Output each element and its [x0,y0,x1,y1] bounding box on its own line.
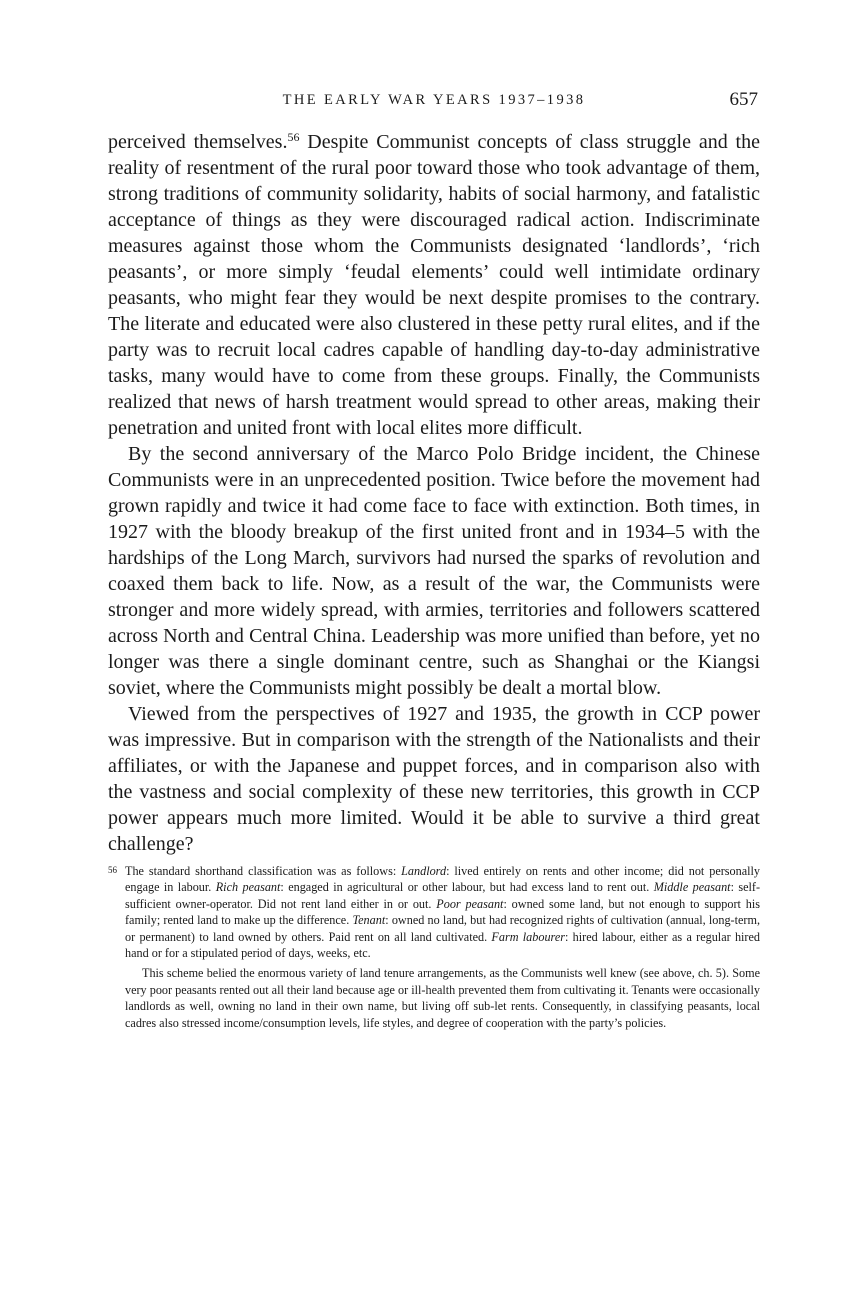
footnote-text: : hired labour, either as a regular hired hand or for a stipulated period of days, weeks, etc. [125,929,760,961]
footnote-mark: 56 [108,865,117,875]
paragraph-3: Viewed from the perspectives of 1927 and 1935, the growth in CCP power was impressive. But in comparison with the strength of the Nationalists and their affiliates, or with the Japanese and puppet forces, and in comparison also with the vastness and social complexity of these new territories, this growth in CCP power appears much more limited. Would it be able to survive a third great challenge? [108,703,760,855]
term-landlord: Landlord [401,864,447,878]
paragraph-1-rest: Despite Communist concepts of class struggle and the reality of resentment of the rural poor toward those who took advantage of them, strong traditions of community solidarity, habits of social harmony, and fatalistic acceptance of things as they were discouraged radical action. Indiscriminate measures against those whom the Communists designated ‘landlords’, ‘rich peasants’, or more simply ‘feudal elements’ could well intimidate ordinary peasants, who might fear they would be next despite promises to the contrary. The literate and educated were also clustered in these petty rural elites, and if the party was to recruit local cadres capable of handling day-to-day administrative tasks, many would have to come from these groups. Finally, the Communists realized that news of harsh treatment would spread to other areas, making their penetration and united front with local elites more difficult. [108,131,760,439]
running-title: THE EARLY WAR YEARS 1937–1938 [282,92,586,108]
term-middle-peasant: Middle peasant [653,880,731,895]
term-rich-peasant: Rich peasant [215,880,281,895]
paragraph-2: By the second anniversary of the Marco Polo Bridge incident, the Chinese Communists were in an unprecedented position. Twice before the movement had grown rapidly and twice it had come face to face with extinction. Both times, in 1927 with the bloody breakup of the first united front and in 1934–5 with the hardships of the Long March, survivors had nursed the sparks of revolution and coaxed them back to life. Now, as a result of the war, the Communists were stronger and more widely spread, with armies, territories and followers scattered across North and Central China. Leadership was more unified than before, yet no longer was there a single dominant centre, such as Shanghai or the Kiangsi soviet, where the Communists might possibly be dealt a mortal blow. [108,443,760,699]
term-poor-peasant: Poor peasant [436,896,504,911]
footnote-reference: 56 [287,130,300,144]
footnotes [108,863,760,1031]
footnote-56-paragraph-2: This scheme belied the enormous variety of land tenure arrangements, as the Communists well knew (see above, ch. 5). Some very poor peasants rented out all their land because age or ill-health prevented them from cultivating it. Tenants were occasionally landlords as well, owning no land in their own name, but living off sub-let rents. Consequently, in classifying peasants, local cadres also stressed income/consumption levels, life styles, and degree of cooperation with the party’s policies. [125,966,760,1030]
body-text [108,129,760,857]
paragraph-1 [108,129,760,441]
book-page [108,86,760,1031]
footnote-text: : lived entirely on rents and other income; did not personally engage in labour. [125,864,761,895]
footnote-text: : owned no land, but had recognized rights of cultivation (annual, long-term, or permanent) to land owned by others. Paid rent on all land cultivated. [125,913,760,944]
running-head [108,86,760,116]
term-farm-labourer: Farm labourer [491,929,565,944]
footnote-text: : self-sufficient owner-operator. Did not rent land either in or out. [125,880,761,911]
footnote-text: The standard shorthand classification was as follows: [125,864,402,878]
term-tenant: Tenant [352,913,386,928]
page-number: 657 [729,89,758,110]
footnote-text: : owned some land, but not enough to support his family; rented land to make up the difference. [125,896,760,928]
footnote-text: : engaged in agricultural or other labour, but had excess land to rent out. [280,880,654,895]
paragraph-1-start: perceived themselves. [108,131,288,153]
footnote-56 [108,863,760,961]
